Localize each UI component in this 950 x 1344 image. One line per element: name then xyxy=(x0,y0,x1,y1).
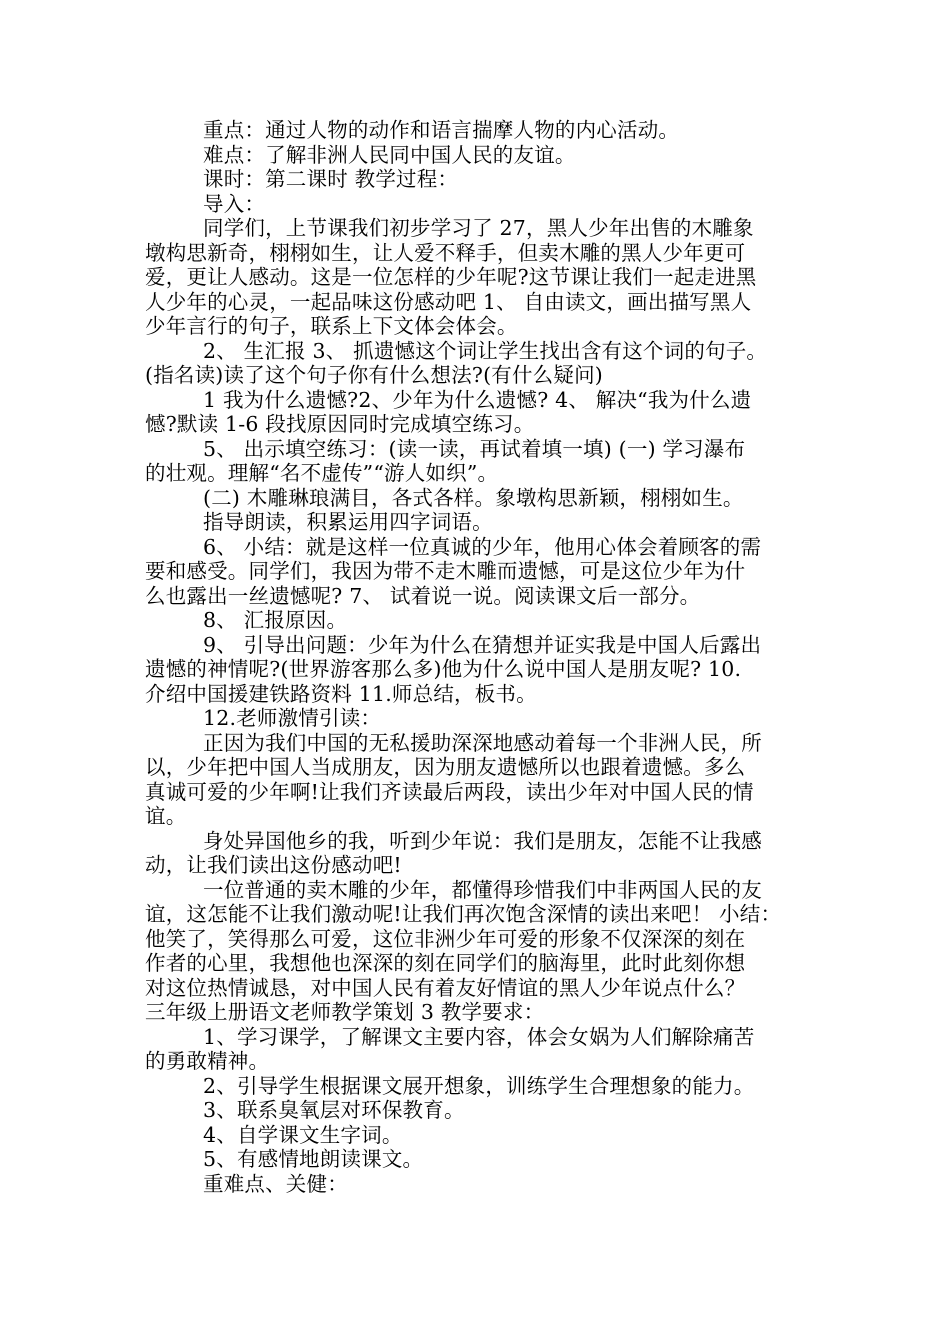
text-line: 3、联系臭氧层对环保教育。 xyxy=(203,1098,465,1122)
text-line: 导入： xyxy=(203,191,266,216)
text-line: 的勇敢精神。 xyxy=(145,1049,270,1073)
text-line: 正因为我们中国的无私援助深深地感动着每一个非洲人民，所 xyxy=(203,730,762,755)
text-line: 遗憾的神情呢?(世界游客那么多)他为什么说中国人是朋友呢? 10. xyxy=(145,657,742,681)
text-line: 他笑了，笑得那么可爱，这位非洲少年可爱的形象不仅深深的刻在 xyxy=(145,926,746,951)
text-line: 5、 出示填空练习：(读一读，再试着填一填) (一) 学习瀑布 xyxy=(203,436,746,461)
text-line: 对这位热情诚恳，对中国人民有着友好情谊的黑人少年说点什么？ xyxy=(145,975,746,1000)
text-line: 1、学习课学，了解课文主要内容，体会女娲为人们解除痛苦 xyxy=(203,1024,755,1049)
text-line: 4、自学课文生字词。 xyxy=(203,1122,403,1147)
text-line: 墩构思新奇，栩栩如生，让人爱不释手，但卖木雕的黑人少年更可 xyxy=(145,240,746,265)
text-line: 重难点、关健： xyxy=(203,1171,348,1196)
text-line: 重点：通过人物的动作和语言揣摩人物的内心活动。 xyxy=(203,118,680,142)
text-line: 指导朗读，积累运用四字词语。 xyxy=(203,510,493,534)
text-line: 人少年的心灵，一起品味这份感动吧 1、 自由读文，画出描写黑人 xyxy=(145,289,752,314)
text-line: 少年言行的句子，联系上下文体会体会。 xyxy=(145,314,518,338)
text-line: (指名读)读了这个句子你有什么想法?(有什么疑问) xyxy=(145,363,603,387)
text-line: 同学们，上节课我们初步学习了 27，黑人少年出售的木雕象 xyxy=(203,216,754,240)
text-line: 5、有感情地朗读课文。 xyxy=(203,1147,424,1171)
text-line: 爱，更让人感动。这是一位怎样的少年呢?这节课让我们一起走进黑 xyxy=(145,265,757,289)
text-line: 憾?默读 1-6 段找原因同时完成填空练习。 xyxy=(145,412,535,436)
text-line: 课时：第二课时 教学过程： xyxy=(203,167,459,191)
text-line: 难点：了解非洲人民同中国人民的友谊。 xyxy=(203,142,576,167)
text-line: 2、 生汇报 3、 抓遗憾这个词让学生找出含有这个词的句子。 xyxy=(203,338,768,363)
text-line: 8、 汇报原因。 xyxy=(203,608,348,632)
text-line: 三年级上册语文老师教学策划 3 教学要求： xyxy=(145,1000,545,1024)
text-line: (二) 木雕琳琅满目，各式各样。象墩构思新颖，栩栩如生。 xyxy=(203,485,744,510)
text-line: 9、 引导出问题：少年为什么在猜想并证实我是中国人后露出 xyxy=(203,632,762,657)
text-line: 以，少年把中国人当成朋友，因为朋友遗憾所以也跟着遗憾。多么 xyxy=(145,755,746,779)
text-line: 身处异国他乡的我，听到少年说：我们是朋友，怎能不让我感 xyxy=(203,828,762,853)
text-line: 1 我为什么遗憾?2、少年为什么遗憾? 4、 解决“我为什么遗 xyxy=(203,387,752,412)
document-page xyxy=(145,118,825,1196)
text-line: 真诚可爱的少年啊!让我们齐读最后两段，读出少年对中国人民的情 xyxy=(145,779,754,804)
text-line: 作者的心里，我想他也深深的刻在同学们的脑海里，此时此刻你想 xyxy=(145,951,746,975)
text-line: 12.老师激情引读： xyxy=(203,706,382,730)
text-line: 介绍中国援建铁路资料 11.师总结，板书。 xyxy=(145,681,537,706)
text-line: 谊，这怎能不让我们激动呢!让我们再次饱含深情的读出来吧！ 小结： xyxy=(145,902,782,926)
text-line: 的壮观。理解“名不虚传”“游人如织”。 xyxy=(145,461,499,485)
text-line: 要和感受。同学们，我因为带不走木雕而遗憾，可是这位少年为什 xyxy=(145,559,746,583)
text-line: 2、引导学生根据课文展开想象，训练学生合理想象的能力。 xyxy=(203,1073,755,1098)
text-line: 动，让我们读出这份感动吧! xyxy=(145,853,402,877)
text-line: 么也露出一丝遗憾呢? 7、 试着说一说。阅读课文后一部分。 xyxy=(145,583,701,608)
text-line: 一位普通的卖木雕的少年，都懂得珍惜我们中非两国人民的友 xyxy=(203,877,762,902)
text-line: 6、 小结：就是这样一位真诚的少年，他用心体会着顾客的需 xyxy=(203,534,762,559)
text-line: 谊。 xyxy=(145,804,187,828)
